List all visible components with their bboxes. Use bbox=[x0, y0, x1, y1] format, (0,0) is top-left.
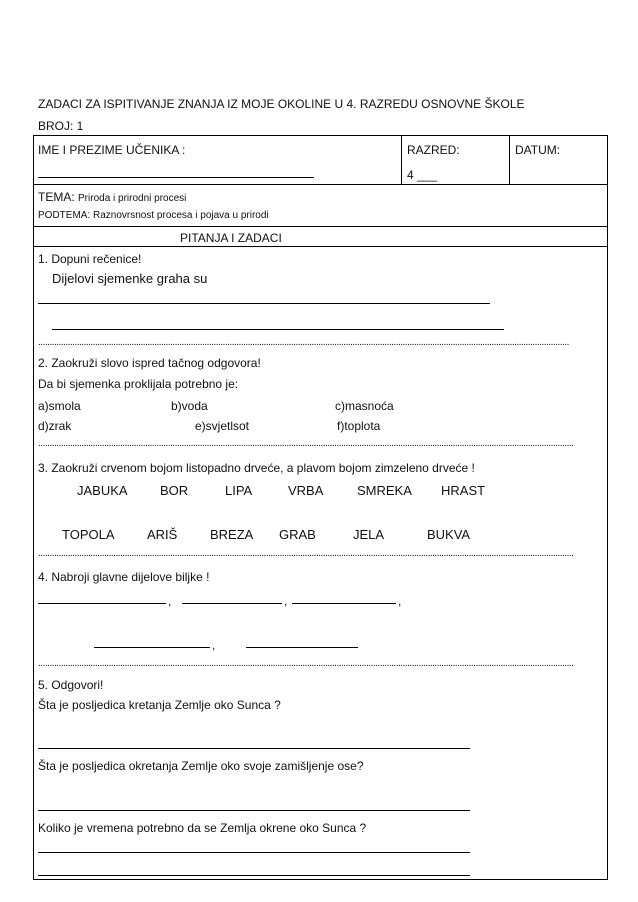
answer-line[interactable] bbox=[38, 875, 470, 876]
topic-label: TEMA: bbox=[38, 190, 75, 204]
tree-item[interactable]: SMREKA bbox=[357, 483, 412, 498]
option-a[interactable]: a)smola bbox=[38, 399, 81, 413]
tree-item[interactable]: HRAST bbox=[441, 483, 486, 498]
grade-field[interactable]: 4 ___ bbox=[407, 168, 438, 182]
date-label: DATUM: bbox=[515, 143, 561, 157]
topic-value: Priroda i prirodni procesi bbox=[78, 193, 187, 204]
question-5c: Koliko je vremena potrebno da se Zemlja okrene oko Sunca ? bbox=[38, 821, 367, 835]
dotted-separator: ........................................................................................................................................................................................................................................... bbox=[38, 438, 574, 449]
question-4-prompt: 4. Nabroji glavne dijelove biljke ! bbox=[38, 570, 210, 584]
option-e[interactable]: e)svjetlsot bbox=[195, 419, 250, 433]
answer-line[interactable] bbox=[292, 603, 396, 604]
option-b[interactable]: b)voda bbox=[171, 399, 208, 413]
answer-line[interactable] bbox=[38, 603, 166, 604]
question-1-sentence: Dijelovi sjemenke graha su bbox=[52, 271, 208, 286]
comma: , bbox=[168, 594, 172, 608]
tree-item[interactable]: LIPA bbox=[225, 483, 253, 498]
answer-line[interactable] bbox=[38, 303, 490, 304]
question-5a: Šta je posljedica kretanja Zemlje oko Sunca ? bbox=[38, 698, 281, 712]
tree-item[interactable]: JABUKA bbox=[77, 483, 128, 498]
tree-item[interactable]: VRBA bbox=[288, 483, 324, 498]
comma: , bbox=[284, 594, 288, 608]
subtopic: PODTEMA: Raznovrsnost procesa i pojava u prirodi bbox=[38, 210, 269, 221]
dotted-separator: ......................................................................................................................................................................................................................................... bbox=[38, 337, 569, 348]
dotted-separator: ........................................................................................................................................................................................................................................... bbox=[38, 658, 574, 669]
question-2-lead: Da bi sjemenka proklijala potrebno je: bbox=[38, 377, 239, 391]
answer-line[interactable] bbox=[38, 748, 470, 749]
document-title: ZADACI ZA ISPITIVANJE ZNANJA IZ MOJE OKOLINE U 4. RAZREDU OSNOVNE ŠKOLE bbox=[38, 97, 525, 111]
student-name-line[interactable] bbox=[38, 177, 314, 178]
tree-item[interactable]: TOPOLA bbox=[62, 527, 115, 542]
comma: , bbox=[212, 638, 216, 652]
answer-line[interactable] bbox=[94, 647, 210, 648]
student-name-label: IME I PREZIME UČENIKA : bbox=[38, 143, 186, 157]
comma: , bbox=[398, 594, 402, 608]
option-f[interactable]: f)toplota bbox=[337, 419, 381, 433]
option-c[interactable]: c)masnoća bbox=[335, 399, 394, 413]
worksheet-frame bbox=[33, 135, 608, 880]
tree-item[interactable]: GRAB bbox=[279, 527, 316, 542]
divider bbox=[509, 136, 510, 184]
tree-item[interactable]: BUKVA bbox=[427, 527, 471, 542]
question-1-prompt: 1. Dopuni rečenice! bbox=[38, 252, 142, 266]
answer-line[interactable] bbox=[38, 852, 470, 853]
divider bbox=[34, 184, 607, 185]
tree-item[interactable]: BOR bbox=[160, 483, 189, 498]
option-d[interactable]: d)zrak bbox=[38, 419, 72, 433]
divider bbox=[34, 226, 607, 227]
question-3-prompt: 3. Zaokruži crvenom bojom listopadno drveće, a plavom bojom zimzeleno drveće ! bbox=[38, 461, 475, 475]
divider bbox=[401, 136, 402, 184]
answer-line[interactable] bbox=[246, 647, 358, 648]
question-5b: Šta je posljedica okretanja Zemlje oko svoje zamišljenje ose? bbox=[38, 759, 364, 773]
question-5-prompt: 5. Odgovori! bbox=[38, 678, 104, 692]
answer-line[interactable] bbox=[38, 810, 470, 811]
topic bbox=[38, 190, 186, 204]
section-title: PITANJA I ZADACI bbox=[180, 231, 282, 245]
grade-label: RAZRED: bbox=[407, 143, 460, 157]
answer-line[interactable] bbox=[182, 603, 282, 604]
dotted-separator: ........................................................................................................................................................................................................................................... bbox=[38, 548, 574, 559]
answer-line[interactable] bbox=[52, 329, 504, 330]
tree-item[interactable]: ARIŠ bbox=[147, 527, 178, 542]
tree-item[interactable]: JELA bbox=[353, 527, 385, 542]
tree-item[interactable]: BREZA bbox=[210, 527, 254, 542]
document-number: BROJ: 1 bbox=[38, 119, 84, 133]
question-2-prompt: 2. Zaokruži slovo ispred tačnog odgovora! bbox=[38, 356, 261, 370]
divider bbox=[34, 246, 607, 247]
